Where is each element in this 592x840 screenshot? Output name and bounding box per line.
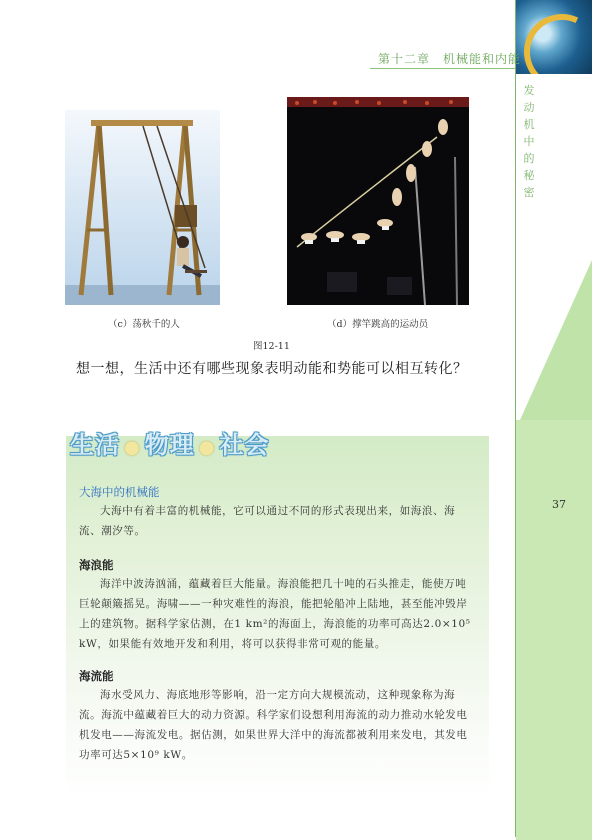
- side-band: [516, 420, 592, 840]
- caption-swing: （c）荡秋千的人: [108, 319, 180, 330]
- chapter-title: 第十二章 机械能和内能: [378, 52, 522, 66]
- corner-photo: [516, 0, 592, 74]
- roller-coaster-track: [516, 3, 592, 74]
- banner-word-physics: 物理: [144, 431, 195, 459]
- section-text-waves: 海洋中波涛汹涌，蕴藏着巨大能量。海浪能把几十吨的石头推走，能使万吨巨轮颠簸摇晃。海啸——一种灾难性的海浪，能把轮船冲上陆地，甚至能冲毁岸上的建筑物。据科学家估测，在1 km²的海面上，海浪能的功率可高达2.0×10⁵ kW，如果能有效地开发和利用，将可以获得非常可观的能量。: [79, 578, 471, 650]
- caption-pole-vault: （d）撑竿跳高的运动员: [327, 319, 429, 330]
- box-title: 大海中的机械能: [79, 485, 160, 499]
- banner-dot: ●: [198, 437, 216, 458]
- swing-photo: [65, 110, 220, 305]
- pole-vault-photo: [287, 97, 469, 305]
- side-decoration: [520, 260, 592, 420]
- section-heading-waves: 海浪能: [79, 558, 114, 572]
- box-intro: 大海中有着丰富的机械能，它可以通过不同的形式表现出来，如海浪、海流、潮汐等。: [79, 505, 456, 537]
- section-heading-currents: 海流能: [79, 669, 114, 683]
- chapter-rule: [370, 68, 515, 69]
- banner-dot: ●: [124, 437, 141, 458]
- figure-number: 图12-11: [253, 341, 290, 352]
- side-topic-label: 发动机中的秘密: [523, 84, 535, 199]
- box-banner: [70, 425, 269, 457]
- banner-word-life: 生活: [70, 431, 120, 459]
- section-text-currents: 海水受风力、海底地形等影响，沿一定方向大规模流动，这种现象称为海流。海流中蕴藏着巨大的动力资源。科学家们设想利用海流的动力推动水轮发电机发电——海流发电。据估测，如果世界大洋中的海流都被利用来发电，其发电功率可达5×10⁹ kW。: [79, 689, 468, 761]
- banner-word-society: 社会: [219, 431, 270, 459]
- page-number: 37: [552, 498, 566, 511]
- think-question: 想一想，生活中还有哪些现象表明动能和势能可以相互转化？: [76, 361, 468, 377]
